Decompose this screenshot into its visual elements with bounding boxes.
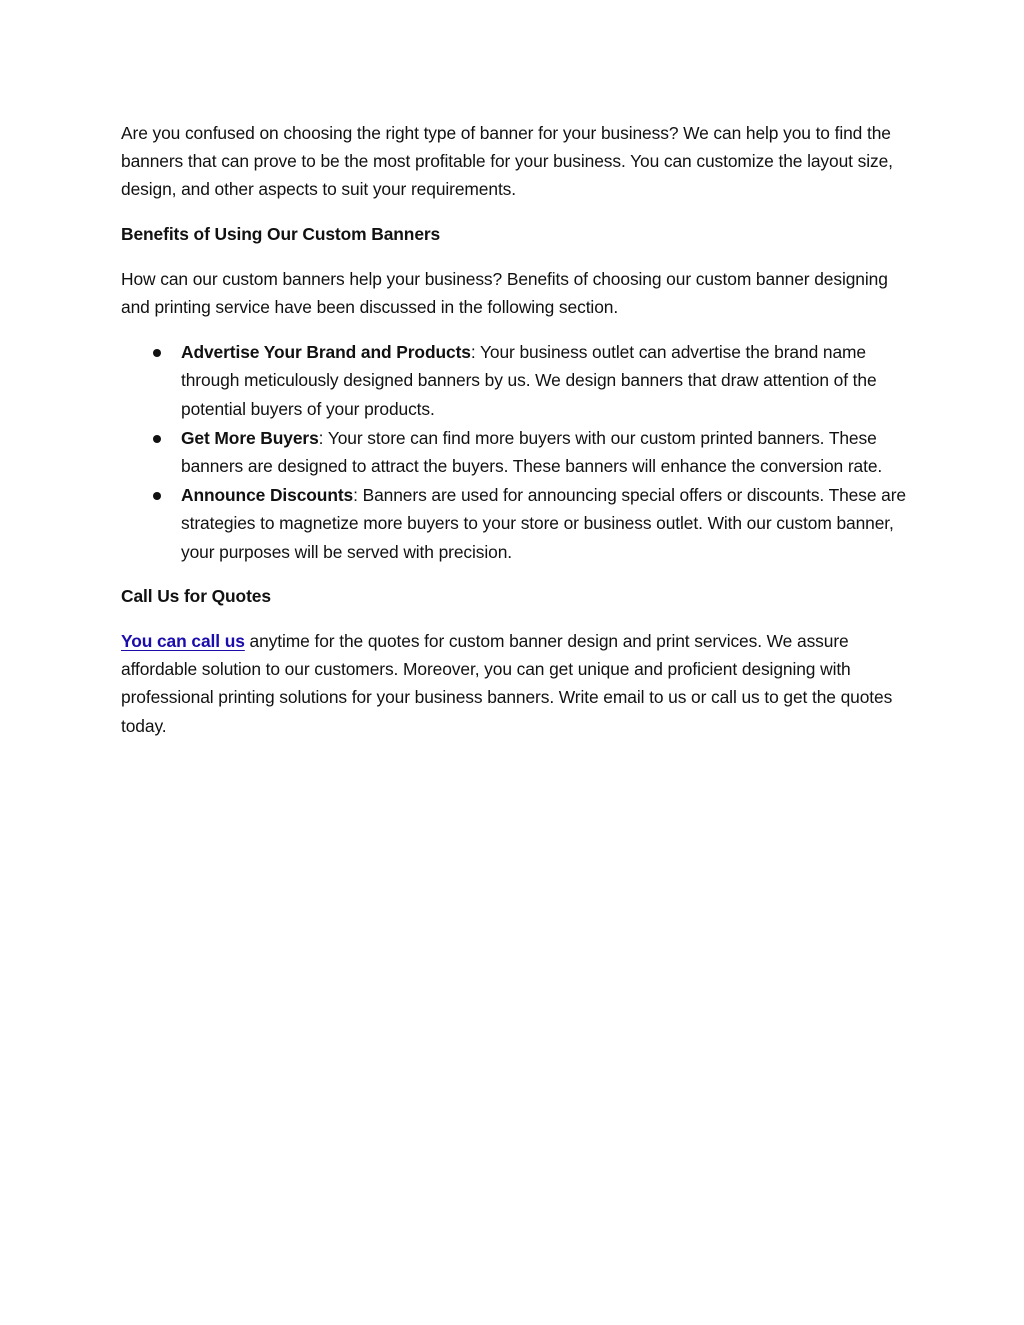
bullet-title: Advertise Your Brand and Products xyxy=(181,342,471,363)
quotes-paragraph xyxy=(121,627,911,740)
quotes-heading: Call Us for Quotes xyxy=(121,585,271,606)
quotes-text: anytime for the quotes for custom banner design and print services. We assure affordable solution to our customers. Moreover, you can get unique and proficient designing with professional printing solutions for your business banners. Write email to us or call us to get the quotes today. xyxy=(121,631,893,736)
bullet-icon xyxy=(153,435,161,443)
list-item xyxy=(121,338,911,423)
bullet-text: : Your business outlet can advertise the brand name through meticulously designed banners by us. We design banners that draw attention of the potential buyers of your products. xyxy=(181,342,877,419)
bullet-title: Get More Buyers xyxy=(181,427,319,448)
list-item xyxy=(121,481,911,566)
benefits-intro-paragraph: How can our custom banners help your business? Benefits of choosing our custom banner designing and printing service have been discussed in the following section. xyxy=(121,268,888,318)
call-us-link[interactable]: You can call us xyxy=(121,631,245,652)
bullet-text: : Your store can find more buyers with our custom printed banners. These banners are designed to attract the buyers. These banners will enhance the conversion rate. xyxy=(181,427,883,477)
bullet-icon xyxy=(153,492,161,500)
intro-paragraph: Are you confused on choosing the right type of banner for your business? We can help you to find the banners that can prove to be the most profitable for your business. You can customize the layout size, design, and other aspects to suit your requirements. xyxy=(121,123,893,200)
benefits-heading: Benefits of Using Our Custom Banners xyxy=(121,223,441,244)
bullet-text: : Banners are used for announcing special offers or discounts. These are strategies to magnetize more buyers to your store or business outlet. With our custom banner, your purposes will be served with precision. xyxy=(181,485,906,562)
bullet-icon xyxy=(153,349,161,357)
bullet-title: Announce Discounts xyxy=(181,485,354,506)
list-item xyxy=(121,424,911,480)
benefits-list xyxy=(121,338,911,566)
document-page xyxy=(121,119,911,740)
